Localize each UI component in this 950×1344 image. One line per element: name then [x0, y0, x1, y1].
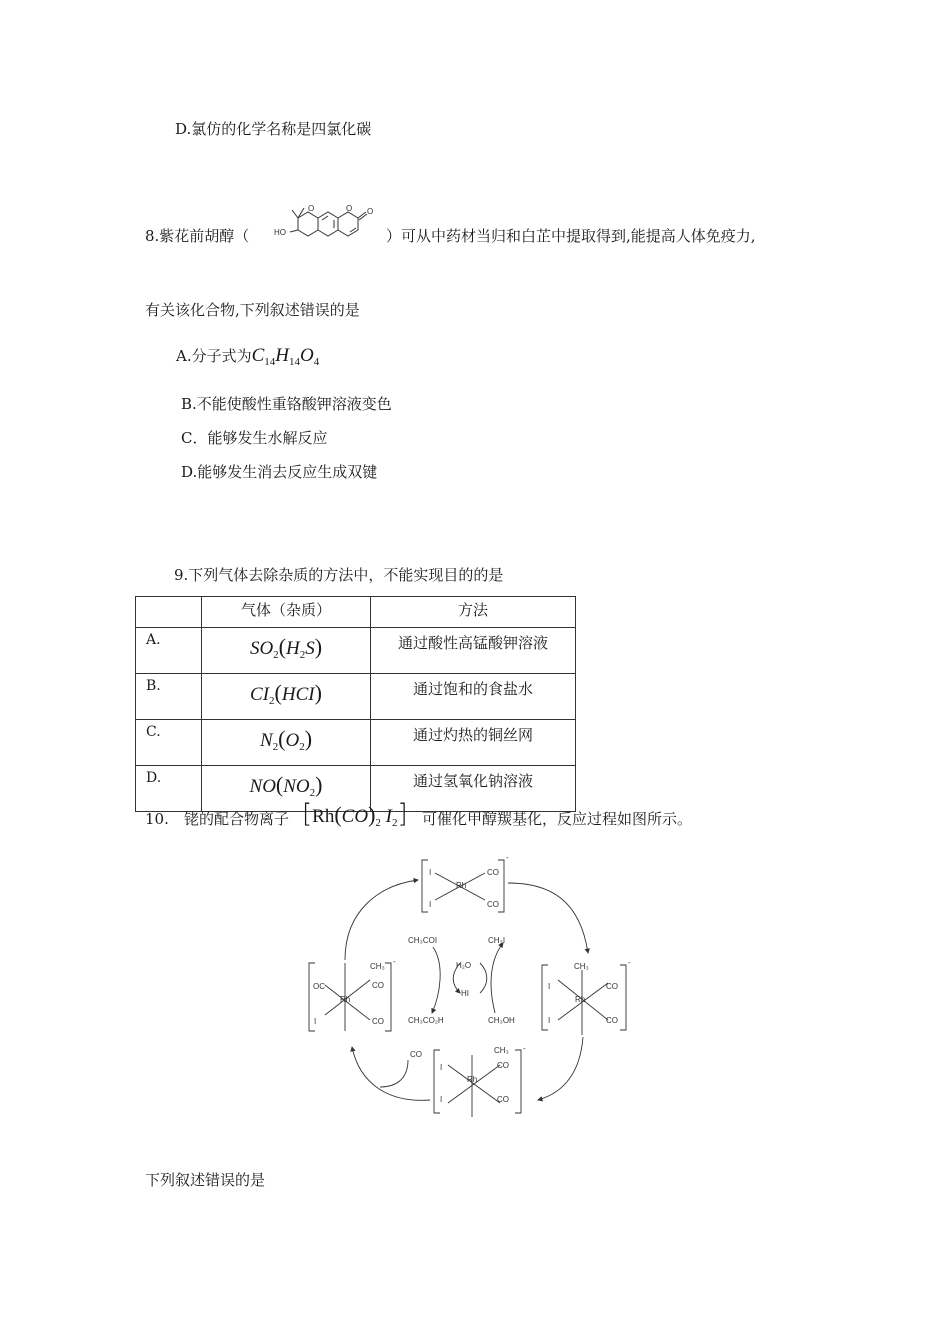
row-method: 通过氢氧化钠溶液 [371, 766, 576, 812]
q8-option-d: D.能够发生消去反应生成双键 [181, 463, 378, 481]
q10-bottom-i-2: I [440, 1095, 443, 1104]
q10-top-rh: Rh [456, 881, 467, 890]
q10-top-i-1: I [429, 868, 432, 877]
q10-stem-suffix: 可催化甲醇羰基化，反应过程如图所示。 [422, 810, 693, 828]
q9-table [135, 596, 576, 812]
q8-stem-line2: 有关该化合物,下列叙述错误的是 [145, 301, 360, 319]
q10-right-i-2: I [548, 1016, 551, 1025]
q8-molecular-formula: $C_{14}H_{14}O_4$ [251, 345, 320, 368]
table-row [136, 628, 576, 674]
q10-ch3oh: CH₃OH [488, 1016, 515, 1025]
q10-left-ch3: CH₃ [370, 962, 385, 971]
q8-stem-prefix: 8.紫花前胡醇（ [145, 227, 250, 245]
row-method: 通过灼热的铜丝网 [371, 720, 576, 766]
q10-top-co-2: CO [487, 900, 499, 909]
q10-ch3co2h: CH₃CO₂H [408, 1016, 444, 1025]
row-label: B. [136, 674, 202, 720]
row-method: 通过酸性高锰酸钾溶液 [371, 628, 576, 674]
q8-stem-suffix: ）可从中药材当归和白芷中提取得到,能提高人体免疫力, [386, 227, 756, 245]
table-row [136, 720, 576, 766]
row-gas: $CI_2(HCI)$ [202, 674, 371, 720]
q9-stem: 9.下列气体去除杂质的方法中，不能实现目的的是 [174, 566, 504, 584]
row-gas: $SO_2(H_2S)$ [202, 628, 371, 674]
q8-carbonyl-o: O [367, 207, 374, 216]
q8-structure-image [270, 198, 385, 246]
q10-bottom-rh: Rh [467, 1075, 478, 1084]
row-label: D. [136, 766, 202, 812]
q10-top-co-1: CO [487, 868, 499, 877]
q10-right-charge: - [628, 958, 631, 967]
q8-option-a [176, 346, 319, 372]
q10-hi: HI [461, 989, 469, 998]
row-label: C. [136, 720, 202, 766]
q9-header-col1 [136, 597, 202, 628]
table-row [136, 674, 576, 720]
q10-h2o: H₂O [456, 961, 472, 970]
q10-bottom-co-2: CO [497, 1095, 509, 1104]
q10-bottom-charge: - [523, 1044, 526, 1053]
q10-ch3coi: CH₃COI [408, 936, 438, 945]
q10-ch3i: CH₃I [488, 936, 506, 945]
q8-ring-o-2: O [346, 204, 353, 213]
q10-bottom-co-1: CO [497, 1061, 509, 1070]
q10-right-rh: Rh [575, 995, 586, 1004]
q10-left-co-2: CO [372, 1017, 384, 1026]
q10-catalytic-cycle-diagram [300, 855, 645, 1120]
row-gas: $N_2(O_2)$ [202, 720, 371, 766]
q10-stem-line2: 下列叙述错误的是 [145, 1171, 266, 1189]
q9-header-gas: 气体（杂质） [202, 597, 371, 628]
q8-ho-label: HO [274, 228, 286, 237]
q10-bottom-i-1: I [440, 1063, 443, 1072]
q10-right-i-1: I [548, 982, 551, 991]
q10-top-charge: - [506, 855, 509, 862]
q8-option-a-text: A.分子式为 [176, 347, 252, 365]
q10-right-co-2: CO [606, 1016, 618, 1025]
q8-option-b: B.不能使酸性重铬酸钾溶液变色 [181, 395, 392, 413]
q10-complex-formula: [$Rh(CO)_2$ $I_2$] [302, 799, 408, 829]
q10-left-co-1: CO [372, 981, 384, 990]
q10-stem-prefix: 铑的配合物离子 [184, 810, 290, 828]
q8-ring-o-1: O [308, 204, 315, 213]
q10-left-oc: OC [313, 982, 325, 991]
q10-top-i-2: I [429, 900, 432, 909]
row-gas: $NO(NO_2)$ [202, 766, 371, 812]
row-label: A. [136, 628, 202, 674]
q9-table-header [136, 597, 576, 628]
q10-right-ch3: CH₃ [574, 962, 589, 971]
q10-bottom-ch3: CH₃ [494, 1046, 509, 1055]
q10-right-co-1: CO [606, 982, 618, 991]
row-method: 通过饱和的食盐水 [371, 674, 576, 720]
q8-option-c: C．能够发生水解反应 [181, 429, 328, 447]
q10-number: 10. [145, 810, 169, 828]
q10-co-inlet: CO [410, 1050, 422, 1059]
q7-option-d: D.氯仿的化学名称是四氯化碳 [175, 120, 372, 138]
q9-header-method: 方法 [371, 597, 576, 628]
q10-left-rh: Rh [340, 995, 351, 1004]
q10-left-i: I [314, 1017, 317, 1026]
q10-left-charge: - [393, 957, 396, 966]
